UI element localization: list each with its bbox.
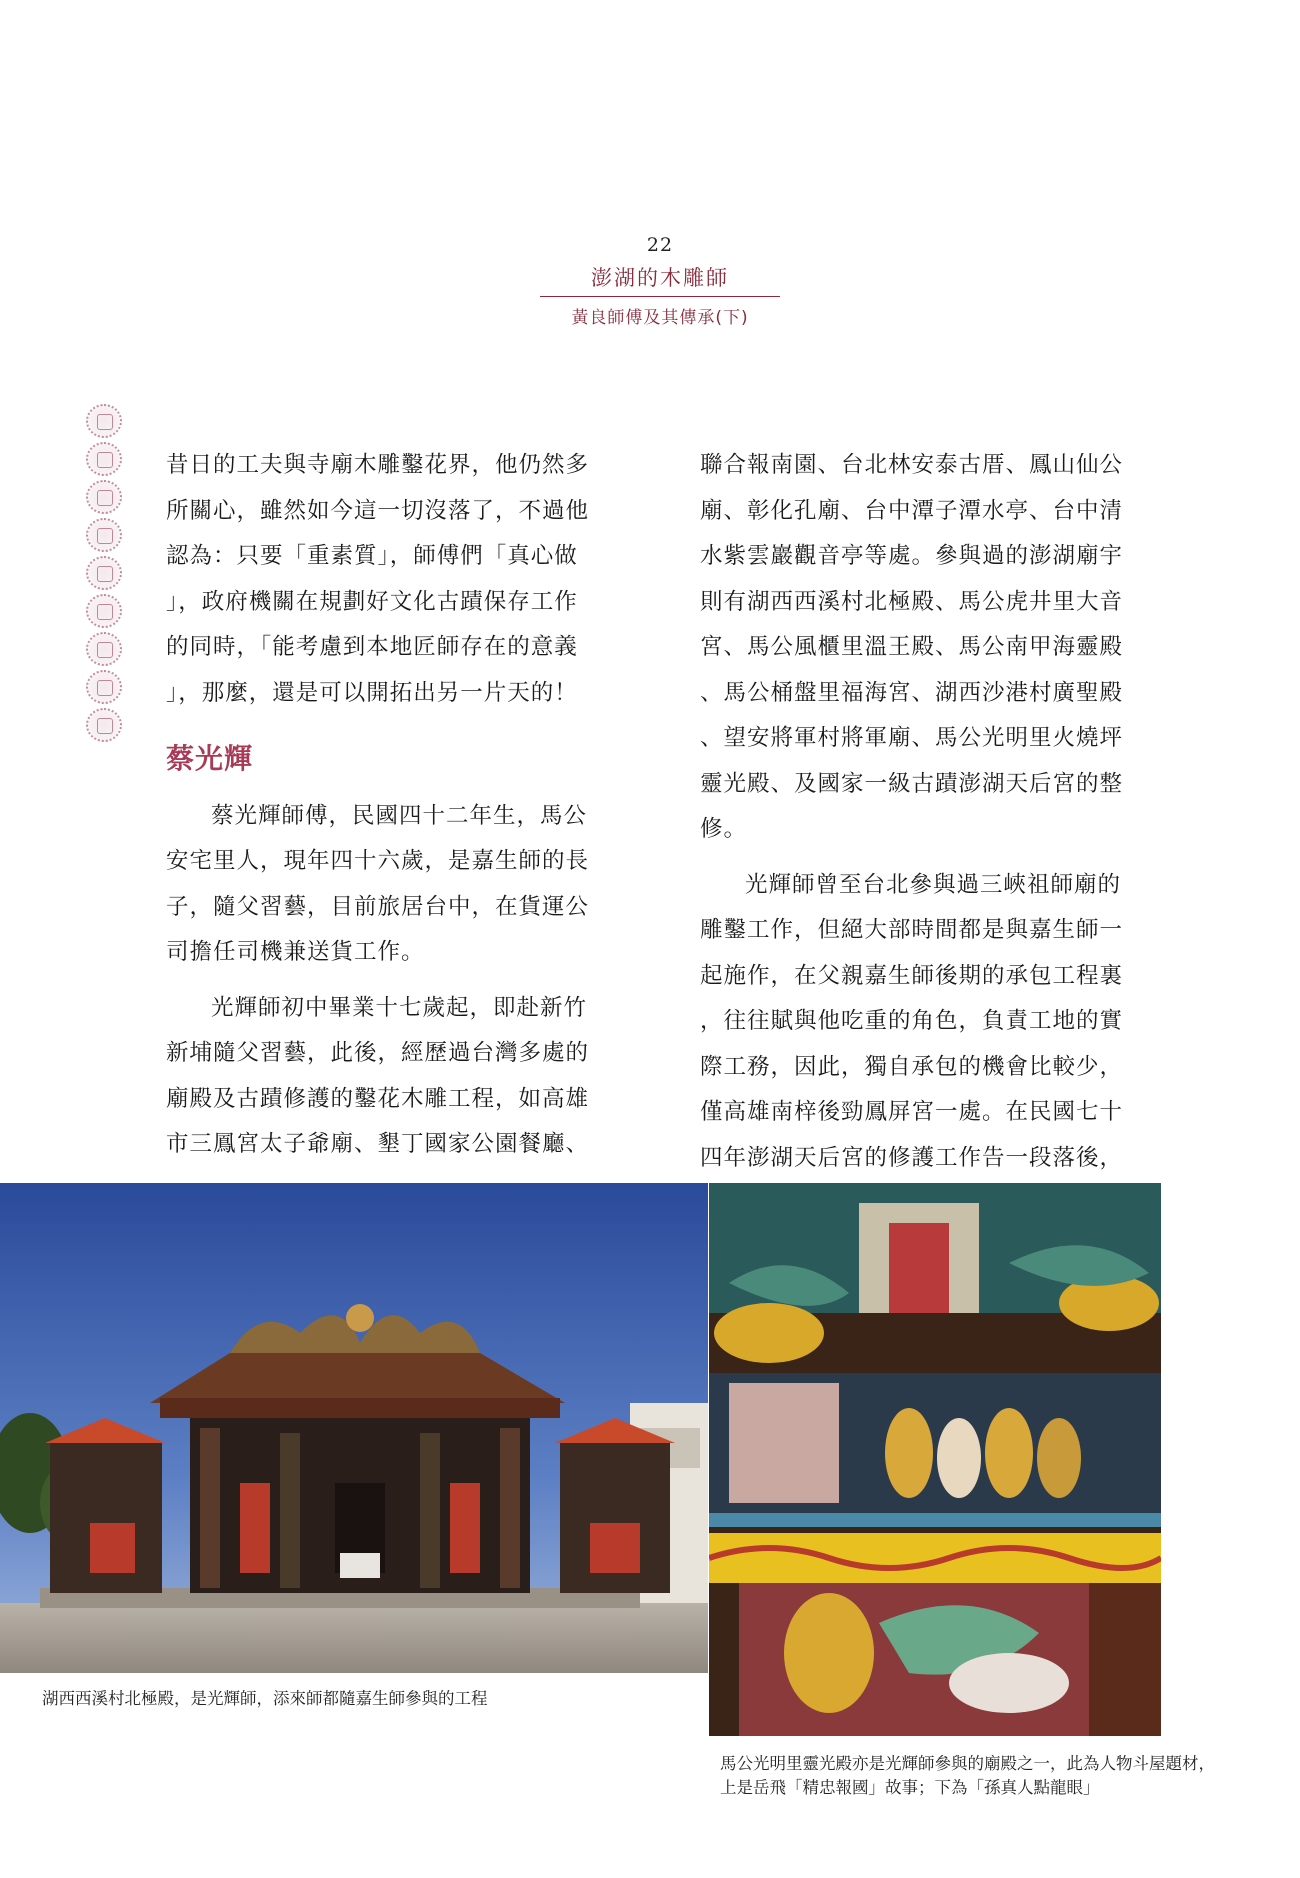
text-line: 」，政府機關在規劃好文化古蹟保存工作 xyxy=(166,588,578,615)
seal-icon xyxy=(86,594,122,628)
text-line: 僅高雄南梓後勁鳳屏宮一處。在民國七十 xyxy=(700,1099,1124,1125)
text-line: 安宅里人，現年四十六歲，是嘉生師的長 xyxy=(166,848,590,874)
left-text-column xyxy=(166,443,630,1168)
book-title: 澎湖的木雕師 xyxy=(540,262,780,297)
text-line: 市三鳳宮太子爺廟、墾丁國家公園餐廳、 xyxy=(166,1131,590,1157)
text-line: 光輝師初中畢業十七歲起，即赴新竹 xyxy=(211,994,588,1021)
text-line: 雕鑿工作，但絕大部時間都是與嘉生師一 xyxy=(700,917,1124,943)
seal-icon xyxy=(86,518,122,552)
text-line: 廟殿及古蹟修護的鑿花木雕工程，如高雄 xyxy=(166,1085,590,1112)
text-line: 司擔任司機兼送貨工作。 xyxy=(166,939,425,965)
text-line: 的同時，「能考慮到本地匠師存在的意義 xyxy=(166,634,578,660)
text-line: 蔡光輝師傅，民國四十二年生，馬公 xyxy=(211,802,588,829)
seal-icon xyxy=(86,632,122,666)
caption-line: 上是岳飛「精忠報國」故事；下為「孫真人點龍眼」 xyxy=(720,1778,1100,1797)
text-line: 子，隨父習藝，目前旅居台中，在貨運公 xyxy=(166,893,590,920)
text-line: 廟、彰化孔廟、台中潭子潭水亭、台中清 xyxy=(700,497,1124,524)
temple-exterior-photo xyxy=(0,1183,708,1673)
seal-icon xyxy=(86,480,122,514)
text-line: 水紫雲巖觀音亭等處。參與過的澎湖廟宇 xyxy=(700,543,1124,569)
photo-caption-left: 湖西西溪村北極殿，是光輝師，添來師都隨嘉生師參與的工程 xyxy=(42,1689,488,1708)
text-line: 則有湖西西溪村北極殿、馬公虎井里大音 xyxy=(700,588,1124,615)
section-heading: 蔡光輝 xyxy=(166,742,254,775)
text-line: 、馬公桶盤里福海宮、湖西沙港村廣聖殿 xyxy=(700,679,1124,706)
seal-icon xyxy=(86,442,122,476)
text-line: ，往往賦與他吃重的角色，負責工地的實 xyxy=(700,1008,1124,1034)
seal-icon xyxy=(86,708,122,742)
seal-icon xyxy=(86,404,122,438)
text-line: 新埔隨父習藝，此後，經歷過台灣多處的 xyxy=(166,1040,590,1066)
text-line: 靈光殿、及國家一級古蹟澎湖天后宮的整 xyxy=(700,770,1124,797)
photo-caption-right xyxy=(720,1752,1280,1800)
text-line: 」，那麼，還是可以開拓出另一片天的！ xyxy=(166,679,578,706)
seal-icon xyxy=(86,670,122,704)
chapter-title: 黃良師傅及其傳承(下) xyxy=(571,308,749,328)
text-line: 、望安將軍村將軍廟、馬公光明里火燒坪 xyxy=(700,725,1124,751)
text-line: 四年澎湖天后宮的修護工作告一段落後， xyxy=(700,1144,1124,1171)
text-line: 宮、馬公風櫃里溫王殿、馬公南甲海靈殿 xyxy=(700,634,1124,660)
seal-icon xyxy=(86,556,122,590)
seal-border-decoration xyxy=(86,404,126,746)
page-number: 22 xyxy=(646,234,674,256)
text-line: 所關心，雖然如今這一切沒落了，不過他 xyxy=(166,497,590,524)
text-line: 認為：只要「重素質」，師傅們「真心做 xyxy=(166,543,578,569)
text-line: 聯合報南園、台北林安泰古厝、鳳山仙公 xyxy=(700,452,1124,478)
text-line: 光輝師曾至台北參與過三峽祖師廟的 xyxy=(745,871,1122,898)
right-text-column xyxy=(700,443,1155,1181)
text-line: 際工務，因此，獨自承包的機會比較少， xyxy=(700,1053,1124,1080)
text-line: 昔日的工夫與寺廟木雕鑿花界，他仍然多 xyxy=(166,452,590,478)
text-line: 修。 xyxy=(700,816,748,842)
running-header xyxy=(540,234,780,328)
text-line: 起施作，在父親嘉生師後期的承包工程裏 xyxy=(700,962,1124,989)
wood-carving-photo xyxy=(709,1183,1161,1736)
caption-line: 馬公光明里靈光殿亦是光輝師參與的廟殿之一，此為人物斗屋題材， xyxy=(720,1754,1215,1773)
